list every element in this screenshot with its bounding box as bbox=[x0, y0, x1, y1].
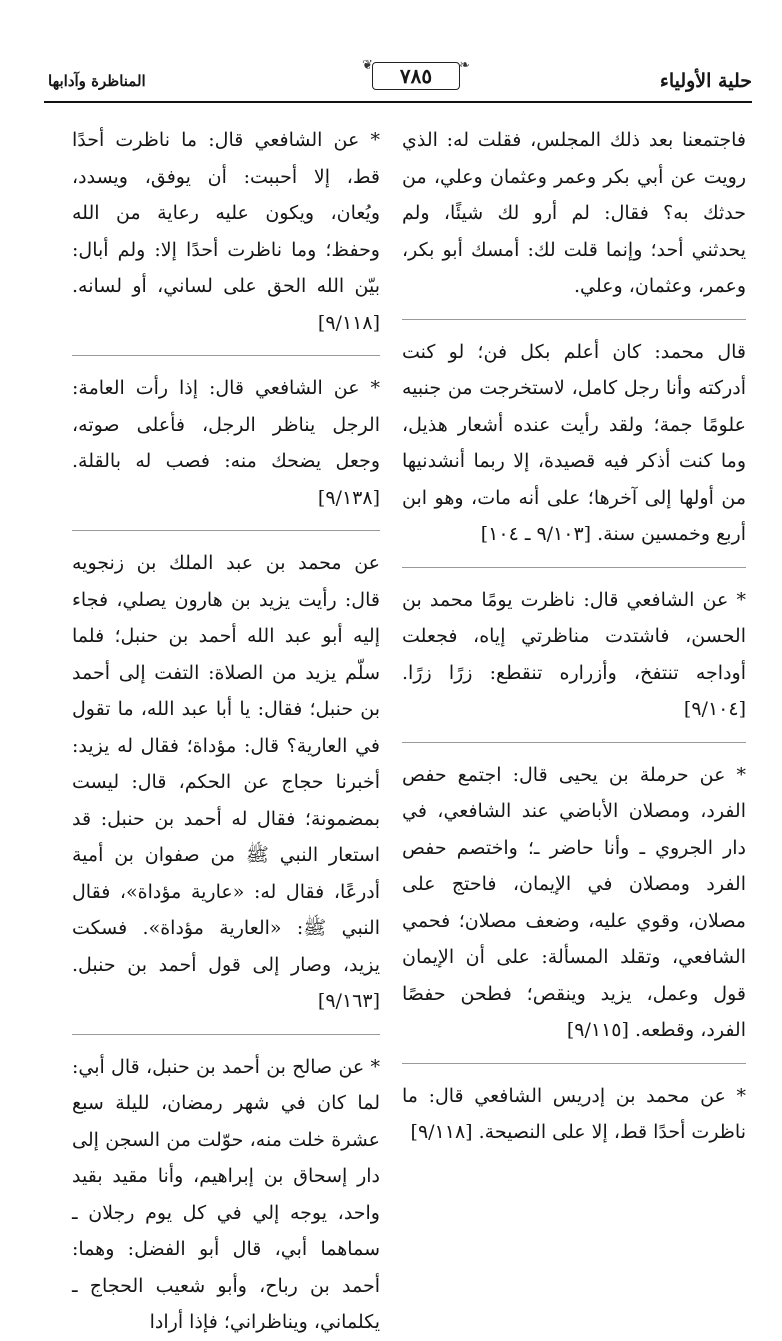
paragraph-divider bbox=[402, 1063, 746, 1064]
paragraph: * عن الشافعي قال: ناظرت يومًا محمد بن الحسن، فاشتدت مناظرتي إياه، فجعلت أوداجه تنتفخ، وأزراره تنقطع: زرًا زرًا. [٩/١٠٤] bbox=[402, 588, 746, 720]
paragraph: عن محمد بن عبد الملك بن زنجويه قال: رأيت يزيد بن هارون يصلي، فجاء إليه أبو عبد الله أحمد بن حنبل؛ فلما سلّم يزيد من الصلاة: التفت إلى أحمد بن حنبل؛ فقال: يا أبا عبد الله، ما تقول في العارية؟ قال: مؤداة؛ فقال له يزيد: أخبرنا حجاج عن الحكم، قال: ليست بمضمونة؛ فقال له أحمد بن حنبل: قد استعار النبي ﷺ من صفوان بن أمية أدرعًا، فقال له: «عارية مؤداة»، فقال النبي ﷺ: «العارية مؤداة». فسكت يزيد، وصار إلى قول أحمد بن حنبل. [٩/١٦٣] bbox=[72, 552, 380, 1012]
paragraph: * عن محمد بن إدريس الشافعي قال: ما ناظرت أحدًا قط، إلا على النصيحة. [٩/١١٨] bbox=[402, 1084, 746, 1143]
paragraph: قال محمد: كان أعلم بكل فن؛ لو كنت أدركته وأنا رجل كامل، لاستخرجت من جنبيه علومًا جمة؛ ولقد رأيت عنده أشعار هذيل، وما كنت أذكر فيه قصيدة، إلا ربما أنشدنيها من أولها إلى آخرها؛ على أنه مات، وهو ابن أربع وخمسين سنة. [٩/١٠٣ ـ ١٠٤] bbox=[402, 340, 746, 545]
paragraph: * عن الشافعي قال: إذا رأت العامة: الرجل يناظر الرجل، فأعلى صوته، وجعل يضحك منه: فصب له بالقلة. [٩/١٣٨] bbox=[72, 377, 380, 509]
paragraph-divider bbox=[72, 355, 380, 356]
paragraph: فاجتمعنا بعد ذلك المجلس، فقلت له: الذي رويت عن أبي بكر وعمر وعثمان وعلي، من حدثك به؟ فقال: لم أرو لك شيئًا، ولم يحدثني أحد؛ وإنما قلت لك: أمسك أبو بكر، وعمر، وعثمان، وعلي. bbox=[402, 129, 746, 297]
paragraph-divider bbox=[402, 742, 746, 743]
paragraph-divider bbox=[402, 567, 746, 568]
left-column bbox=[72, 122, 380, 1341]
ornament-left-icon: ❦ bbox=[362, 58, 373, 73]
page-number: ٧٨٥ bbox=[399, 64, 433, 88]
paragraph: * عن حرملة بن يحيى قال: اجتمع حفص الفرد، ومصلان الأباضي عند الشافعي، في دار الجروي ـ وأنا حاضر ـ؛ واختصم حفص الفرد ومصلان في الإيمان، فاحتج على مصلان، وقوي عليه، وضعف مصلان؛ فحمي الشافعي، وتقلد المسألة: على أن الإيمان قول وعمل، يزيد وينقص؛ فطحن حفصًا الفرد، وقطعه. [٩/١١٥] bbox=[402, 763, 746, 1041]
book-title: حلية الأولياء bbox=[659, 70, 752, 92]
page-number-cartouche bbox=[362, 58, 470, 92]
right-column bbox=[402, 122, 746, 1151]
paragraph-divider bbox=[402, 319, 746, 320]
paragraph: * عن صالح بن أحمد بن حنبل، قال أبي: لما كان في شهر رمضان، لليلة سبع عشرة خلت منه، حوّلت من السجن إلى دار إسحاق بن إبراهيم، وأنا مقيد بقيد واحد، يوجه إلي في كل يوم رجلان ـ سماهما أبي، قال أبو الفضل: وهما: أحمد بن رباح، وأبو شعيب الحجاج ـ يكلماني، ويناظراني؛ فإذا أرادا bbox=[72, 1055, 380, 1333]
paragraph-divider bbox=[72, 1034, 380, 1035]
header-rule bbox=[44, 101, 752, 103]
paragraph-divider bbox=[72, 530, 380, 531]
page-header bbox=[44, 52, 752, 100]
section-title: المناظرة وآدابها bbox=[48, 72, 146, 90]
paragraph: * عن الشافعي قال: ما ناظرت أحدًا قط، إلا أحببت: أن يوفق، ويسدد، ويُعان، ويكون عليه رعاية من الله وحفظ؛ وما ناظرت أحدًا إلا: ولم أبال: بيّن الله الحق على لساني، أو لسانه. [٩/١١٨] bbox=[72, 129, 380, 334]
ornament-right-icon: ❧ bbox=[459, 58, 470, 73]
